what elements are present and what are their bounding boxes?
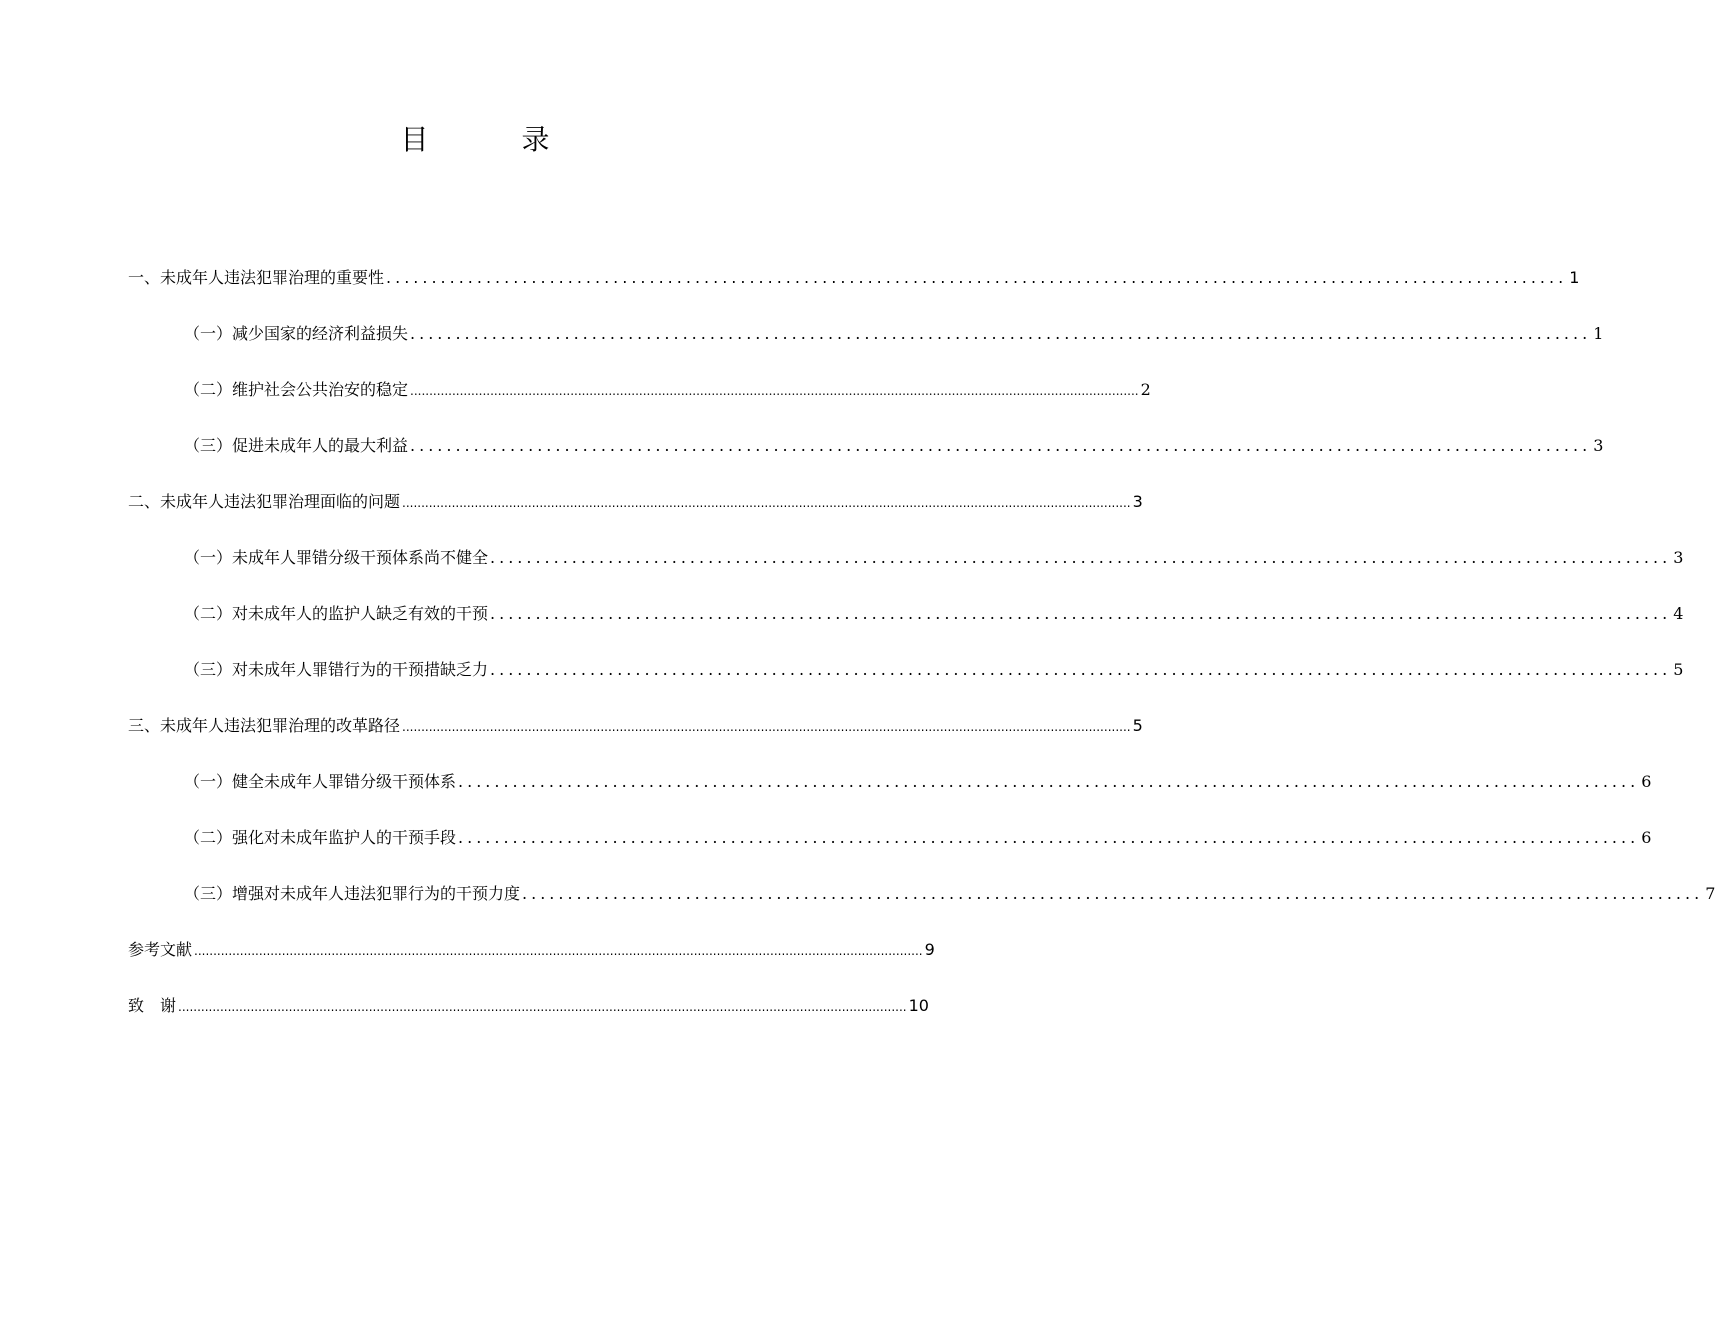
toc-entry[interactable]: [128, 262, 1580, 318]
toc-entry[interactable]: [128, 318, 1604, 374]
toc-page-number: 6: [1641, 828, 1652, 847]
dot-leader: ..................................................................................................................................: [410, 436, 1592, 455]
toc-entry-text: （二）对未成年人的监护人缺乏有效的干预: [184, 604, 489, 623]
toc-entry[interactable]: [128, 598, 1684, 654]
toc-page-number: 1: [1569, 268, 1580, 287]
dot-leader: ...............................................................................................................................................................................................: [410, 384, 1139, 398]
toc-page-number: 3: [1673, 548, 1684, 567]
dot-leader: ...............................................................................................................................................................................................: [178, 1000, 907, 1014]
toc-entry[interactable]: [128, 486, 1143, 542]
dot-leader: ..................................................................................................................................: [490, 660, 1672, 679]
dot-leader: ...............................................................................................................................................................................................: [402, 720, 1131, 734]
toc-entry[interactable]: [128, 934, 935, 990]
toc-entry-text: 三、未成年人违法犯罪治理的改革路径: [128, 716, 401, 735]
toc-entry[interactable]: [128, 542, 1684, 598]
toc-page-number: 7: [1705, 884, 1715, 903]
toc-page-number: 3: [1132, 492, 1143, 511]
dot-leader: ...............................................................................................................................................................................................: [194, 944, 923, 958]
toc-page-number: 5: [1673, 660, 1684, 679]
toc-entry-text: （一）健全未成年人罪错分级干预体系: [184, 772, 457, 791]
dot-leader: ..................................................................................................................................: [490, 548, 1672, 567]
toc-page-number: 10: [908, 996, 929, 1015]
dot-leader: ..................................................................................................................................: [522, 884, 1704, 903]
toc-entry-text: （二）强化对未成年监护人的干预手段: [184, 828, 457, 847]
toc-page-number: 6: [1641, 772, 1652, 791]
dot-leader: ..................................................................................................................................: [490, 604, 1672, 623]
toc-page-number: 1: [1593, 324, 1604, 343]
toc-entry[interactable]: [128, 990, 929, 1046]
toc-entry[interactable]: [128, 430, 1604, 486]
toc-page-number: 5: [1132, 716, 1143, 735]
toc-title: 目 录: [400, 123, 592, 156]
toc-page-number: 3: [1593, 436, 1604, 455]
dot-leader: ..................................................................................................................................: [458, 772, 1640, 791]
table-of-contents: [128, 262, 1715, 1046]
toc-page-number: 9: [924, 940, 935, 959]
toc-entry-text: 二、未成年人违法犯罪治理面临的问题: [128, 492, 401, 511]
toc-entry[interactable]: [128, 766, 1652, 822]
dot-leader: ..................................................................................................................................: [458, 828, 1640, 847]
toc-page-number: 4: [1673, 604, 1684, 623]
toc-entry-text: 致 谢: [128, 996, 177, 1015]
toc-entry-text: （三）增强对未成年人违法犯罪行为的干预力度: [184, 884, 521, 903]
toc-entry-text: （一）未成年人罪错分级干预体系尚不健全: [184, 548, 489, 567]
toc-entry-text: 一、未成年人违法犯罪治理的重要性: [128, 268, 385, 287]
toc-entry[interactable]: [128, 822, 1652, 878]
toc-entry-text: （一）减少国家的经济利益损失: [184, 324, 409, 343]
toc-entry[interactable]: [128, 654, 1684, 710]
toc-entry-text: （二）维护社会公共治安的稳定: [184, 380, 409, 399]
toc-entry[interactable]: [128, 878, 1715, 934]
dot-leader: ..................................................................................................................................: [410, 324, 1592, 343]
dot-leader: ..................................................................................................................................: [386, 268, 1568, 287]
dot-leader: ...............................................................................................................................................................................................: [402, 496, 1131, 510]
toc-entry-text: 参考文献: [128, 940, 193, 959]
toc-entry[interactable]: [128, 710, 1143, 766]
toc-entry[interactable]: [128, 374, 1151, 430]
toc-entry-text: （三）对未成年人罪错行为的干预措缺乏力: [184, 660, 489, 679]
toc-entry-text: （三）促进未成年人的最大利益: [184, 436, 409, 455]
toc-page-number: 2: [1140, 380, 1151, 399]
